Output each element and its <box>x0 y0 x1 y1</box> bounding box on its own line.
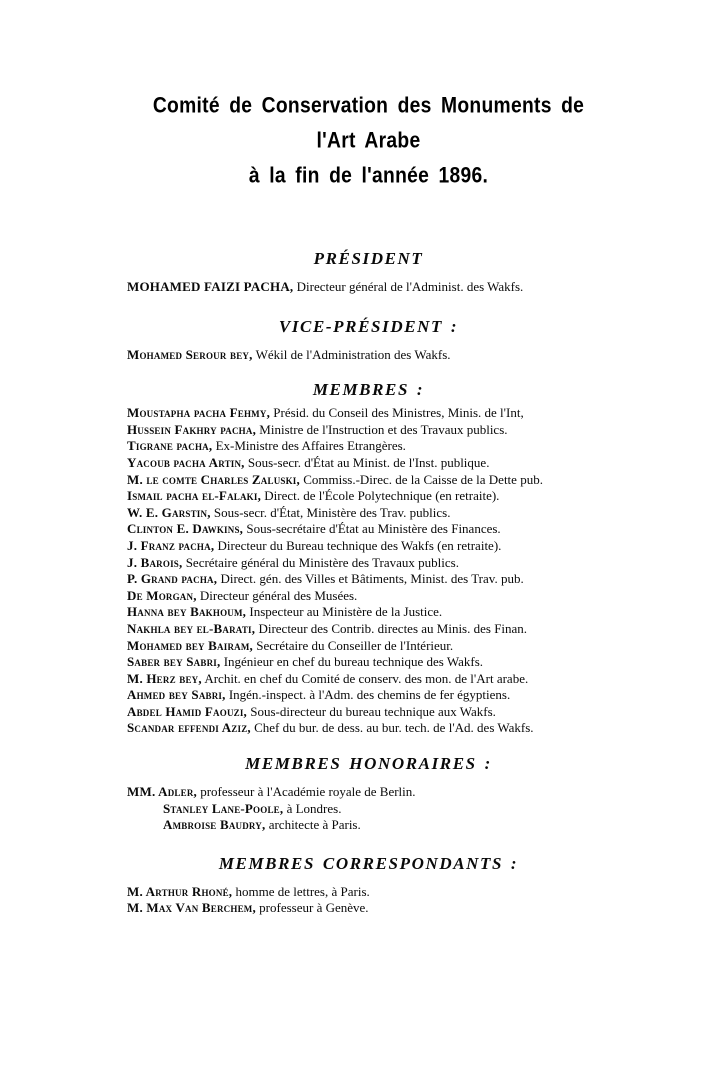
member-entry <box>163 801 610 818</box>
member-entry <box>127 279 610 296</box>
member-name: Ambroise Baudry, <box>163 817 266 833</box>
member-description: homme de lettres, à Paris. <box>235 883 370 899</box>
document-title-line1: Comité de Conservation des Monuments de l'Art Arabe <box>152 93 585 153</box>
member-name: M. Max Van Berchem, <box>127 900 256 916</box>
member-description: Secrétaire du Conseiller de l'Intérieur. <box>256 637 454 653</box>
member-name: Mohamed Serour bey, <box>127 346 253 362</box>
member-description: Ingénieur en chef du bureau technique des Wakfs. <box>223 654 484 670</box>
member-description: Sous-secr. d'État au Minist. de l'Inst. publique. <box>247 454 490 470</box>
member-description: Direct. de l'École Polytechnique (en retraite). <box>264 488 500 504</box>
member-description: Ministre de l'Instruction et des Travaux publics. <box>259 421 508 437</box>
member-description: Directeur général des Musées. <box>199 587 358 603</box>
member-description: Ex-Ministre des Affaires Etrangères. <box>215 438 406 454</box>
vice-president-entries <box>127 347 610 364</box>
member-entry <box>127 455 610 472</box>
member-name: M. le comte Charles Zaluski, <box>127 471 300 487</box>
member-entry <box>127 654 610 671</box>
member-name: Ahmed bey Sabri, <box>127 687 226 703</box>
member-description: Directeur général de l'Administ. des Wakfs. <box>296 279 524 294</box>
member-description: Chef du bur. de dess. au bur. tech. de l'Ad. des Wakfs. <box>254 720 534 736</box>
section-heading-membres-honoraires: MEMBRES HONORAIRES : <box>245 754 492 774</box>
membres-entries <box>127 405 610 737</box>
member-entry <box>127 588 610 605</box>
member-name: W. E. Garstin, <box>127 504 211 520</box>
member-name: Moustapha pacha Fehmy, <box>127 405 271 421</box>
member-entry <box>127 422 610 439</box>
member-description: professeur à l'Académie royale de Berlin. <box>200 784 416 800</box>
member-name: Yacoub pacha Artin, <box>127 454 245 470</box>
member-entry <box>127 884 610 901</box>
member-entry <box>127 405 610 422</box>
section-heading-membres: MEMBRES : <box>312 380 425 400</box>
member-description: à Londres. <box>286 800 342 816</box>
member-name: Abdel Hamid Faouzi, <box>127 703 248 719</box>
document-title <box>132 88 605 193</box>
member-entry <box>127 900 610 917</box>
member-name: Hussein Fakhry pacha, <box>127 421 257 437</box>
member-name: Hanna bey Bakhoum, <box>127 604 247 620</box>
member-entry <box>127 720 610 737</box>
member-entry <box>127 604 610 621</box>
member-entry <box>127 687 610 704</box>
member-description: Inspecteur au Ministère de la Justice. <box>249 604 443 620</box>
member-entry <box>127 347 610 364</box>
member-entry <box>127 538 610 555</box>
section-heading-membres-correspondants: MEMBRES CORRESPONDANTS : <box>218 853 519 873</box>
membres-honoraires-entries <box>127 784 610 834</box>
section-heading-vice-president: VICE-PRÉSIDENT : <box>278 316 459 336</box>
member-entry <box>127 704 610 721</box>
document-title-line2: à la fin de l'année 1896. <box>248 163 489 188</box>
member-entry <box>127 505 610 522</box>
member-entry <box>127 521 610 538</box>
member-name: J. Barois, <box>127 554 183 570</box>
member-name: Mohamed bey Bairam, <box>127 637 253 653</box>
member-entry <box>127 472 610 489</box>
member-name: MM. Adler, <box>127 784 197 800</box>
member-name: Scandar effendi Aziz, <box>127 720 251 736</box>
member-name: M. Herz bey, <box>127 670 202 686</box>
president-entries <box>127 279 610 296</box>
member-name: Tigrane pacha, <box>127 438 213 454</box>
member-name: Nakhla bey el-Barati, <box>127 620 256 636</box>
member-description: Directeur du Bureau technique des Wakfs (en retraite). <box>217 537 502 553</box>
member-name: Stanley Lane-Poole, <box>163 800 284 816</box>
member-description: Direct. gén. des Villes et Bâtiments, Minist. des Trav. pub. <box>220 571 524 587</box>
member-description: Ingén.-inspect. à l'Adm. des chemins de fer égyptiens. <box>228 687 511 703</box>
member-description: Commiss.-Direc. de la Caisse de la Dette pub. <box>303 471 543 487</box>
member-name: M. Arthur Rhoné, <box>127 883 233 899</box>
member-name: P. Grand pacha, <box>127 571 218 587</box>
member-description: Sous-directeur du bureau technique aux Wakfs. <box>250 703 496 719</box>
member-description: Directeur des Contrib. directes au Minis. des Finan. <box>258 620 528 636</box>
member-entry <box>127 488 610 505</box>
member-description: Présid. du Conseil des Ministres, Minis. de l'Int, <box>273 405 524 421</box>
member-entry <box>127 438 610 455</box>
section-heading-president: PRÉSIDENT <box>313 249 424 268</box>
member-name: J. Franz pacha, <box>127 537 215 553</box>
member-name: Clinton E. Dawkins, <box>127 521 244 537</box>
member-description: professeur à Genève. <box>259 900 369 916</box>
member-description: architecte à Paris. <box>268 817 361 833</box>
member-entry <box>163 817 610 834</box>
membres-correspondants-entries <box>127 884 610 917</box>
member-description: Sous-secrétaire d'État au Ministère des Finances. <box>246 521 501 537</box>
member-entry <box>127 621 610 638</box>
member-entry <box>127 784 610 801</box>
member-name: Saber bey Sabri, <box>127 654 221 670</box>
member-name: Ismail pacha el-Falaki, <box>127 488 262 504</box>
member-name: De Morgan, <box>127 587 197 603</box>
member-description: Archit. en chef du Comité de conserv. des mon. de l'Art arabe. <box>204 670 529 686</box>
member-description: Secrétaire général du Ministère des Travaux publics. <box>185 554 459 570</box>
member-entry <box>127 571 610 588</box>
member-entry <box>127 671 610 688</box>
member-description: Wékil de l'Administration des Wakfs. <box>255 346 451 362</box>
member-name: MOHAMED FAIZI PACHA, <box>127 279 294 294</box>
member-description: Sous-secr. d'État, Ministère des Trav. publics. <box>213 504 451 520</box>
member-entry <box>127 555 610 572</box>
member-entry <box>127 638 610 655</box>
